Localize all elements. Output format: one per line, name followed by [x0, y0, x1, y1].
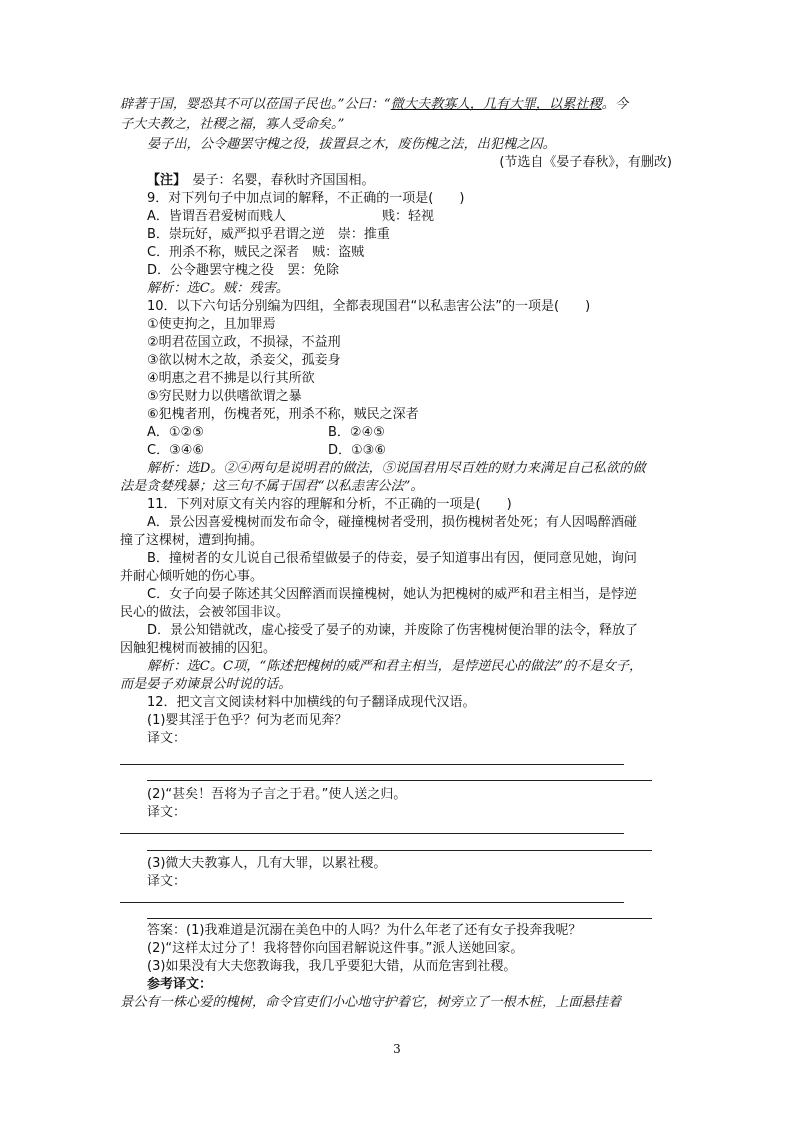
- answer-line: [147, 780, 652, 781]
- passage-line-3: 晏子出，公令趣罢守槐之役，拔置县之木，废伤槐之法，出犯槐之囚。: [147, 137, 556, 152]
- q11-option-b-line-1: B．撞树者的女儿说自己很希望做晏子的侍妾，晏子知道事出有因，便同意见她，询问: [147, 551, 637, 566]
- passage-source: (节选自《晏子春秋》，有删改): [499, 155, 672, 170]
- q10-item: ⑥犯槐者刑，伤槐者死，刑杀不称，贼民之深者: [147, 407, 419, 422]
- q10-option-a: A．①②⑤: [147, 425, 204, 440]
- q10-item: ④明惠之君不拂是以行其所欲: [147, 371, 315, 386]
- q12-translation-label: 译文：: [147, 874, 187, 889]
- answer-line: [147, 918, 652, 919]
- q10-option-b: B．②④⑤: [328, 425, 385, 440]
- q11-option-b-line-2: 并耐心倾听她的伤心事。: [120, 569, 264, 584]
- answer-line: [120, 764, 624, 765]
- q10-option-c: C．③④⑥: [147, 443, 205, 458]
- q11-option-a-line-2: 撞了这棵树，遭到拘捕。: [120, 533, 264, 548]
- q11-stem: 11．下列对原文有关内容的理解和分析，不正确的一项是( ): [147, 497, 512, 512]
- q9-stem: 9．对下列句子中加点词的解释，不正确的一项是( ): [147, 191, 465, 206]
- q12-sentence-2: (2)“甚矣！吾将为子言之于君。”使人送之归。: [147, 787, 407, 802]
- q12-sentence-1: (1)婴其淫于色乎？何为老而见奔？: [147, 713, 348, 728]
- q12-translation-label: 译文：: [147, 731, 187, 746]
- q9-option-d: D．公令趣罢守槐之役 罢：免除: [147, 263, 340, 278]
- q9-option-c: C．刑杀不称，贼民之深者 贼：盗贼: [147, 245, 365, 260]
- q12-translation-label: 译文：: [147, 805, 187, 820]
- q9-option-b: B．崇玩好，威严拟乎君谓之逆 崇：推重: [147, 227, 390, 242]
- note-label: 【注】: [147, 173, 180, 188]
- answer-line: [147, 850, 652, 851]
- answer-3: (3)如果没有大夫您教诲我，我几乎要犯大错，从而危害到社稷。: [147, 959, 517, 974]
- q11-option-c-line-1: C．女子向晏子陈述其父因醉酒而误撞槐树，她认为把槐树的威严和君主相当，是悖逆: [147, 587, 638, 602]
- q10-analysis-line-1: 解析：选D。②④两句是说明君的做法，⑤说国君用尽百姓的财力来满足自己私欲的做: [147, 461, 646, 476]
- q11-analysis-line-2: 而是晏子劝谏景公时说的话。: [120, 677, 292, 692]
- q12-stem: 12．把文言文阅读材料中加横线的句子翻译成现代汉语。: [147, 695, 476, 710]
- underlined-sentence: 微大夫教寡人，几有大罪，以累社稷: [390, 97, 602, 112]
- answer-2: (2)“这样太过分了！我将替你向国君解说这件事。”派人送她回家。: [147, 941, 524, 956]
- answer-line: [120, 833, 624, 834]
- q12-sentence-3: (3)微大夫教寡人，几有大罪，以累社稷。: [147, 856, 387, 871]
- q10-option-d: D．①③⑥: [328, 443, 386, 458]
- passage-text: 辟著于国，婴恐其不可以莅国子民也。”公曰：“: [120, 97, 391, 112]
- q9-analysis: 解析：选C。贼：残害。: [147, 281, 289, 296]
- q10-item: ③欲以树木之故，杀妾父，孤妾身: [147, 353, 341, 368]
- q10-item: ②明君莅国立政，不损禄，不益刑: [147, 335, 341, 350]
- q10-stem: 10．以下六句话分别编为四组，全都表现国君“以私恚害公法”的一项是( ): [147, 299, 591, 314]
- passage-text: 。今: [601, 97, 629, 112]
- answer-line: [120, 902, 624, 903]
- passage-line-1: [120, 96, 628, 114]
- note-text: 晏子：名婴，春秋时齐国国相。: [192, 173, 375, 188]
- q9-option-a: A．皆谓吾君爱树而贱人: [147, 209, 286, 224]
- reference-translation-text: 景公有一株心爱的槐树，命令官吏们小心地守护着它，树旁立了一根木桩，上面悬挂着: [120, 995, 622, 1010]
- q10-item: ①使吏拘之，且加罪焉: [147, 317, 276, 332]
- answer-1: 答案：(1)我难道是沉溺在美色中的人吗？为什么年老了还有女子投奔我呢？: [147, 923, 582, 938]
- page-number: 3: [393, 1042, 401, 1056]
- q10-analysis-line-2: 法是贪婪残暴；这三句不属于国君“以私恚害公法”。: [120, 479, 424, 494]
- q11-option-c-line-2: 民心的做法，会被邻国非议。: [120, 605, 290, 620]
- q11-option-d-line-1: D．景公知错就改，虚心接受了晏子的劝谏，并废除了伤害槐树便治罪的法令，释放了: [147, 623, 639, 638]
- reference-translation-label: 参考译文：: [147, 977, 213, 992]
- q11-option-d-line-2: 因触犯槐树而被捕的囚犯。: [120, 641, 277, 656]
- q11-analysis-line-1: 解析：选C。C项，“陈述把槐树的威严和君主相当，是悖逆民心的做法”的不是女子，: [147, 659, 643, 674]
- q11-option-a-line-1: A．景公因喜爱槐树而发布命令，碰撞槐树者受刑，损伤槐树者处死；有人因喝醉酒碰: [147, 515, 637, 530]
- q10-item: ⑤穷民财力以供嗜欲谓之暴: [147, 389, 302, 404]
- passage-line-2: 子大夫教之，社稷之福，寡人受命矣。”: [120, 117, 345, 132]
- q9-option-a-gloss: 贱：轻视: [382, 209, 435, 224]
- note: [147, 172, 375, 190]
